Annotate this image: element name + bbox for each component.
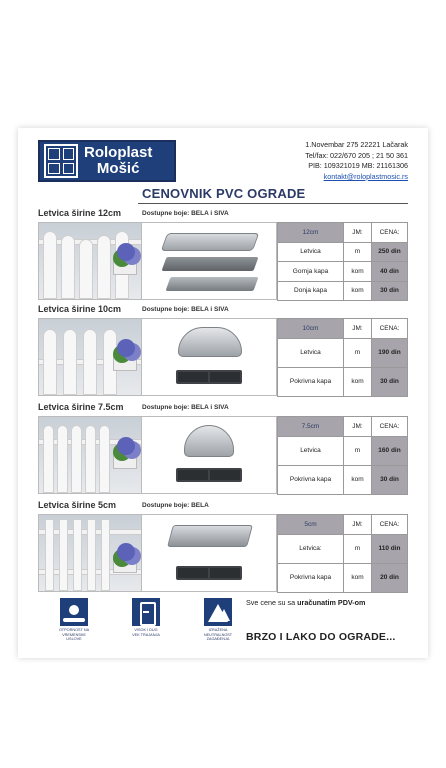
logo-name-line1: Roloplast	[84, 144, 153, 161]
product-image	[142, 416, 277, 494]
section-12cm	[38, 206, 408, 300]
vat-note-prefix: Sve cene su sa	[246, 598, 298, 607]
price-table	[277, 514, 408, 593]
item-price: 30 din	[372, 281, 408, 301]
table-row	[278, 281, 408, 301]
section-10cm	[38, 302, 408, 396]
item-price: 110 din	[372, 534, 408, 563]
section-5cm	[38, 498, 408, 592]
table-header-row	[278, 417, 408, 437]
section-title: Letvica širine 12cm	[38, 208, 122, 218]
company-email-link[interactable]: kontakt@roloplastmosic.rs	[323, 171, 408, 181]
item-name: Letvica	[278, 436, 344, 465]
logo-name-line2: Mošić	[96, 160, 140, 177]
fence-photo	[38, 514, 142, 592]
page-title: CENOVNIK PVC OGRADE	[142, 186, 306, 201]
item-price: 190 din	[372, 338, 408, 367]
company-ids: PIB: 109321019 MB: 21161306	[308, 161, 408, 170]
price-table	[277, 318, 408, 397]
price-table	[277, 222, 408, 301]
product-image	[142, 514, 277, 592]
table-row	[278, 242, 408, 262]
table-row	[278, 262, 408, 282]
price-header: CENA:	[372, 515, 408, 535]
feature-caption: NEUTRALNOST	[203, 632, 233, 637]
feature-caption: VREMENSKE	[62, 632, 86, 637]
feature-caption: ZAGAĐENJA	[206, 637, 230, 642]
item-name: Letvica:	[278, 534, 344, 563]
unit-header: JM:	[344, 223, 372, 243]
feature-caption: OTPORNOST NA	[58, 628, 90, 632]
feature-durability	[110, 598, 182, 642]
feature-neutrality	[182, 598, 254, 642]
item-unit: m	[344, 338, 372, 367]
feature-caption: USLOVE	[66, 637, 82, 642]
available-colors: Dostupne boje: BELA	[142, 501, 209, 509]
price-list-document	[18, 128, 428, 658]
available-colors: Dostupne boje: BELA i SIVA	[142, 209, 229, 217]
unit-header: JM:	[344, 319, 372, 339]
section-title: Letvica širine 5cm	[38, 500, 117, 510]
item-name: Letvica	[278, 242, 344, 262]
item-price: 160 din	[372, 436, 408, 465]
hourglass-icon	[132, 598, 160, 626]
item-unit: m	[344, 242, 372, 262]
unit-header: JM:	[344, 417, 372, 437]
item-unit: m	[344, 534, 372, 563]
feature-icons	[38, 598, 254, 642]
title-divider	[138, 203, 408, 204]
size-header: 7.5cm	[278, 417, 344, 437]
fence-photo	[38, 416, 142, 494]
feature-caption: VISOK I DUG	[134, 628, 158, 632]
vat-note-bold: uračunatim PDV-om	[297, 598, 366, 607]
table-row	[278, 563, 408, 592]
item-price: 30 din	[372, 465, 408, 494]
item-unit: kom	[344, 367, 372, 396]
size-header: 5cm	[278, 515, 344, 535]
feature-caption: VEK TRAJANJA	[132, 632, 160, 637]
item-price: 30 din	[372, 367, 408, 396]
feature-caption: IZRAŽENA	[208, 628, 228, 632]
company-logo	[38, 140, 176, 182]
item-unit: kom	[344, 563, 372, 592]
company-phone: Tel/fax: 022/670 205 ; 21 50 361	[305, 150, 408, 160]
item-name: Letvica	[278, 338, 344, 367]
price-table	[277, 416, 408, 495]
item-name: Pokrivna kapa	[278, 465, 344, 494]
price-header: CENA:	[372, 319, 408, 339]
table-header-row	[278, 223, 408, 243]
available-colors: Dostupne boje: BELA i SIVA	[142, 305, 229, 313]
fence-photo	[38, 222, 142, 300]
price-header: CENA:	[372, 223, 408, 243]
item-name: Pokrivna kapa	[278, 367, 344, 396]
item-price: 250 din	[372, 242, 408, 262]
mountain-icon	[204, 598, 232, 626]
feature-weather	[38, 598, 110, 642]
size-header: 12cm	[278, 223, 344, 243]
section-title: Letvica širine 10cm	[38, 304, 122, 314]
item-price: 20 din	[372, 563, 408, 592]
item-unit: kom	[344, 281, 372, 301]
fence-photo	[38, 318, 142, 396]
table-row	[278, 534, 408, 563]
slogan: BRZO I LAKO DO OGRADE...	[246, 631, 396, 643]
table-row	[278, 338, 408, 367]
item-unit: kom	[344, 262, 372, 282]
window-logo-icon	[44, 144, 78, 178]
item-name: Gornja kapa	[278, 262, 344, 282]
table-header-row	[278, 319, 408, 339]
price-header: CENA:	[372, 417, 408, 437]
table-row	[278, 367, 408, 396]
contact-info	[305, 140, 408, 182]
item-price: 40 din	[372, 262, 408, 282]
item-name: Pokrivna kapa	[278, 563, 344, 592]
product-image	[142, 222, 277, 300]
product-image	[142, 318, 277, 396]
company-address: 1.Novembar 275 22221 Lačarak	[305, 140, 408, 149]
unit-header: JM:	[344, 515, 372, 535]
table-row	[278, 436, 408, 465]
sun-icon	[60, 598, 88, 626]
available-colors: Dostupne boje: BELA i SIVA	[142, 403, 229, 411]
size-header: 10cm	[278, 319, 344, 339]
vat-note	[246, 598, 365, 607]
item-unit: kom	[344, 465, 372, 494]
table-header-row	[278, 515, 408, 535]
item-name: Donja kapa	[278, 281, 344, 301]
section-title: Letvica širine 7.5cm	[38, 402, 124, 412]
section-7-5cm	[38, 400, 408, 494]
table-row	[278, 465, 408, 494]
item-unit: m	[344, 436, 372, 465]
